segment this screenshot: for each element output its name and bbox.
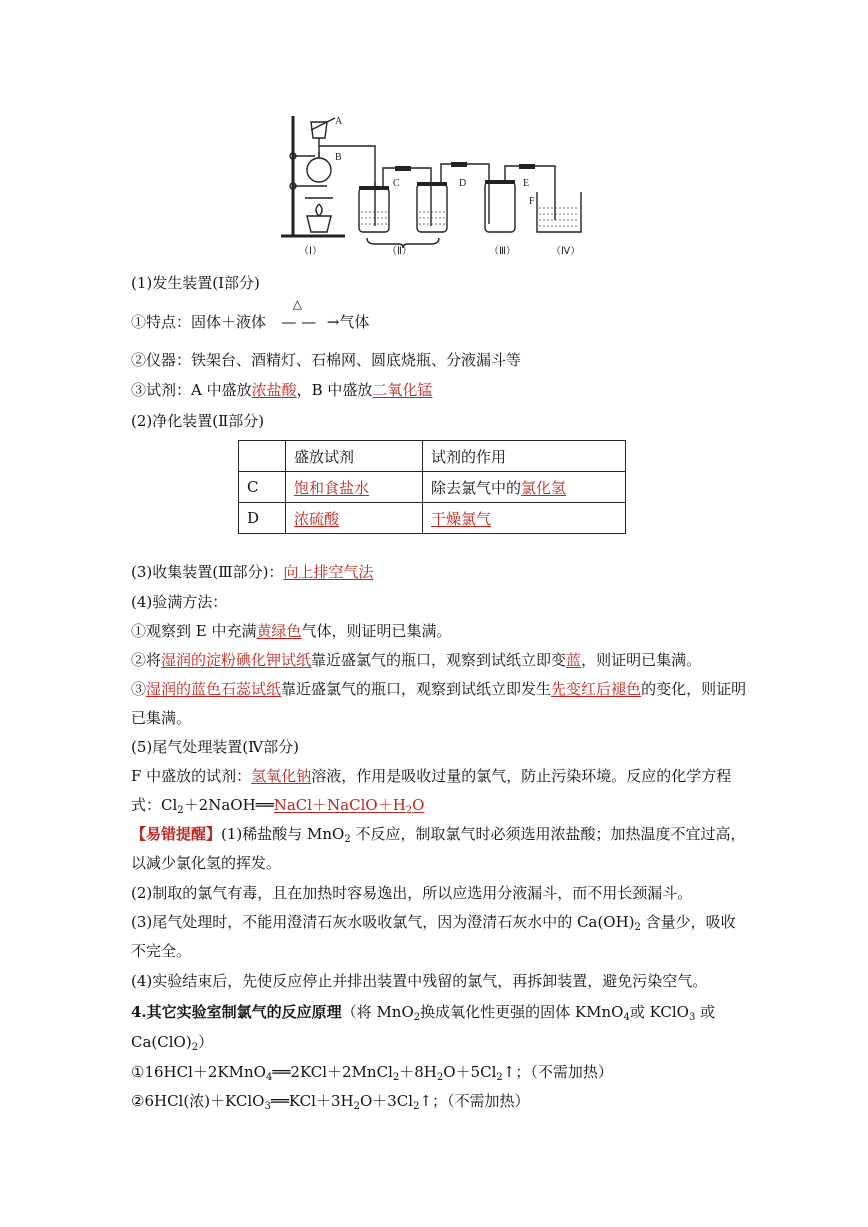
text: 换成氧化性更强的固体 KMnO	[420, 1003, 624, 1021]
reagent-answer: 饱和食盐水	[294, 478, 370, 497]
subscript: 4	[265, 1072, 273, 1083]
reaction-1	[131, 1063, 613, 1087]
answer: 蓝	[566, 651, 582, 669]
text: 溶液，作用是吸收过量的氯气，防止污染环境。反应的化学方程	[311, 767, 732, 785]
text: ＋2NaOH══	[183, 796, 274, 814]
s6-title: 4.其它实验室制氯气的反应原理	[131, 1003, 342, 1021]
section-iii: （Ⅲ）	[489, 246, 516, 257]
text: ，则证明已集满。	[581, 651, 702, 669]
text: （将 MnO	[341, 1003, 414, 1021]
answer	[274, 796, 425, 814]
reagent-answer: 浓硫酸	[294, 509, 340, 528]
text: ）	[198, 1033, 214, 1051]
table-row	[239, 503, 626, 534]
s1-reagent-b: 二氧化锰	[372, 381, 433, 399]
s1-title: (1)发生装置(Ⅰ部分)	[131, 274, 260, 292]
s6-heading-cont	[131, 1033, 213, 1057]
effect-answer: 干燥氯气	[431, 509, 492, 528]
s1-reagent-a: 浓盐酸	[251, 381, 297, 399]
reaction-2	[131, 1092, 530, 1116]
s5-equation	[131, 796, 424, 820]
s5-title: (5)尾气处理装置(Ⅳ部分)	[131, 738, 299, 756]
purification-table	[238, 440, 626, 534]
table-row	[239, 472, 626, 503]
s3-title: (3)收集装置(Ⅲ部分)：	[131, 563, 284, 581]
s3-answer: 向上排空气法	[283, 563, 374, 581]
subscript: 4	[623, 1012, 630, 1023]
s1-reagents	[131, 381, 432, 399]
section-iv: （Ⅳ）	[551, 246, 581, 257]
subscript: 2	[496, 1072, 503, 1083]
s4-method-1	[131, 622, 452, 640]
text: (3)尾气处理时，不能用澄清石灰水吸收氯气，因为澄清石灰水中的 Ca(OH)	[131, 913, 635, 931]
text: O＋5Cl	[443, 1063, 497, 1081]
text: 含量少，吸收	[640, 913, 736, 931]
table-header-cell: 盛放试剂	[286, 441, 423, 472]
heat-triangle-icon: △	[292, 297, 303, 311]
text: ②将	[131, 651, 162, 669]
subscript: 2	[413, 1012, 421, 1023]
text: 靠近盛氯气的瓶口，观察到试纸立即变	[311, 651, 567, 669]
label-d: D	[459, 178, 467, 189]
s5-reagent	[131, 767, 731, 785]
tip-label: 【易错提醒】	[131, 825, 222, 843]
tip-4: (4)实验结束后，先使反应停止并排出装置中残留的氯气，再拆卸装置，避免污染空气。	[131, 972, 708, 990]
tip-3	[131, 913, 736, 937]
text: Ca(ClO)	[131, 1033, 192, 1051]
heat-equation-sign: △ — —	[281, 297, 317, 331]
text: ↑；（不需加热）	[502, 1063, 613, 1081]
text: F 中盛放的试剂：	[131, 767, 252, 785]
s4-method-3-cont: 已集满。	[131, 709, 192, 727]
answer: 湿润的淀粉碘化钾试纸	[161, 651, 312, 669]
answer: 氢氧化钠	[251, 767, 312, 785]
subscript: 3	[264, 1101, 271, 1112]
effect-prefix: 除去氯气中的	[431, 478, 522, 497]
label-a: A	[335, 116, 343, 127]
s2-title: (2)净化装置(Ⅱ部分)	[131, 412, 265, 430]
subscript: 2	[436, 1072, 444, 1083]
text: 式：Cl	[131, 796, 178, 814]
subscript: 2	[405, 805, 413, 816]
text: O＋3Cl	[359, 1092, 414, 1110]
answer: 黄绿色	[256, 622, 302, 640]
text: ══2KCl＋2MnCl	[272, 1063, 393, 1081]
text: 或	[695, 1003, 716, 1021]
text: 靠近盛氯气的瓶口，观察到试纸立即发生	[281, 680, 552, 698]
s1-instruments: ②仪器：铁架台、酒精灯、石棉网、圆底烧瓶、分液漏斗等	[131, 351, 522, 369]
text: ②6HCl(浓)＋KClO	[131, 1092, 265, 1110]
tip-1-cont: 以减少氯化氢的挥发。	[131, 854, 282, 872]
table-cell-reagent	[286, 472, 423, 503]
effect-answer: 氯化氢	[521, 478, 567, 497]
answer: 湿润的蓝色石蕊试纸	[146, 680, 282, 698]
s1-feature-prefix: ①特点：固体＋液体	[131, 313, 267, 331]
table-header-cell: 试剂的作用	[423, 441, 626, 472]
apparatus-diagram	[275, 108, 595, 260]
s3-line	[131, 563, 373, 581]
tip-2: (2)制取的氯气有毒，且在加热时容易逸出，所以应选用分液漏斗，而不用长颈漏斗。	[131, 884, 693, 902]
s4-method-2	[131, 651, 701, 669]
tip-1	[131, 825, 746, 849]
table-header-row	[239, 441, 626, 472]
label-b: B	[335, 152, 342, 163]
subscript: 2	[353, 1101, 360, 1112]
s1-feature	[131, 297, 370, 331]
table-header-cell	[239, 441, 286, 472]
text: ＋8H	[399, 1063, 437, 1081]
section-ii: （Ⅱ）	[387, 246, 412, 257]
s6-heading	[131, 1003, 715, 1027]
s1-feature-suffix: →气体	[326, 313, 370, 331]
subscript: 2	[191, 1042, 199, 1053]
subscript: 2	[413, 1101, 420, 1112]
answer: 先变红后褪色	[551, 680, 642, 698]
text: 或 KClO	[629, 1003, 689, 1021]
table-cell-id: C	[239, 472, 286, 503]
s1-reagent-p1: ③试剂：A 中盛放	[131, 381, 252, 399]
subscript: 2	[634, 922, 641, 933]
tip-3-cont: 不完全。	[131, 942, 192, 960]
text: ↑；（不需加热）	[419, 1092, 530, 1110]
table-cell-effect	[423, 503, 626, 534]
subscript: 2	[177, 805, 184, 816]
s4-title: (4)验满方法：	[131, 593, 228, 611]
table-cell-reagent	[286, 503, 423, 534]
text: NaCl＋NaClO＋H	[273, 796, 406, 814]
text: ③	[131, 680, 147, 698]
section-i: （Ⅰ）	[299, 246, 322, 257]
text: (1)稀盐酸与 MnO	[221, 825, 345, 843]
text: 不反应，制取氯气时必须选用浓盐酸；加热温度不宜过高，	[350, 825, 746, 843]
s4-method-3	[131, 680, 746, 698]
subscript: 2	[392, 1072, 400, 1083]
text: 气体，则证明已集满。	[301, 622, 452, 640]
subscript: 3	[688, 1012, 696, 1023]
text: ══KCl＋3H	[270, 1092, 354, 1110]
label-f: F	[529, 196, 535, 207]
table-cell-id: D	[239, 503, 286, 534]
text: O	[412, 796, 425, 814]
text: ①观察到 E 中充满	[131, 622, 257, 640]
text: ①16HCl＋2KMnO	[131, 1063, 266, 1081]
label-c: C	[393, 178, 400, 189]
subscript: 2	[344, 834, 351, 845]
s1-reagent-p2: ，B 中盛放	[296, 381, 373, 399]
label-e: E	[523, 178, 530, 189]
table-cell-effect	[423, 472, 626, 503]
text: 的变化，则证明	[641, 680, 747, 698]
